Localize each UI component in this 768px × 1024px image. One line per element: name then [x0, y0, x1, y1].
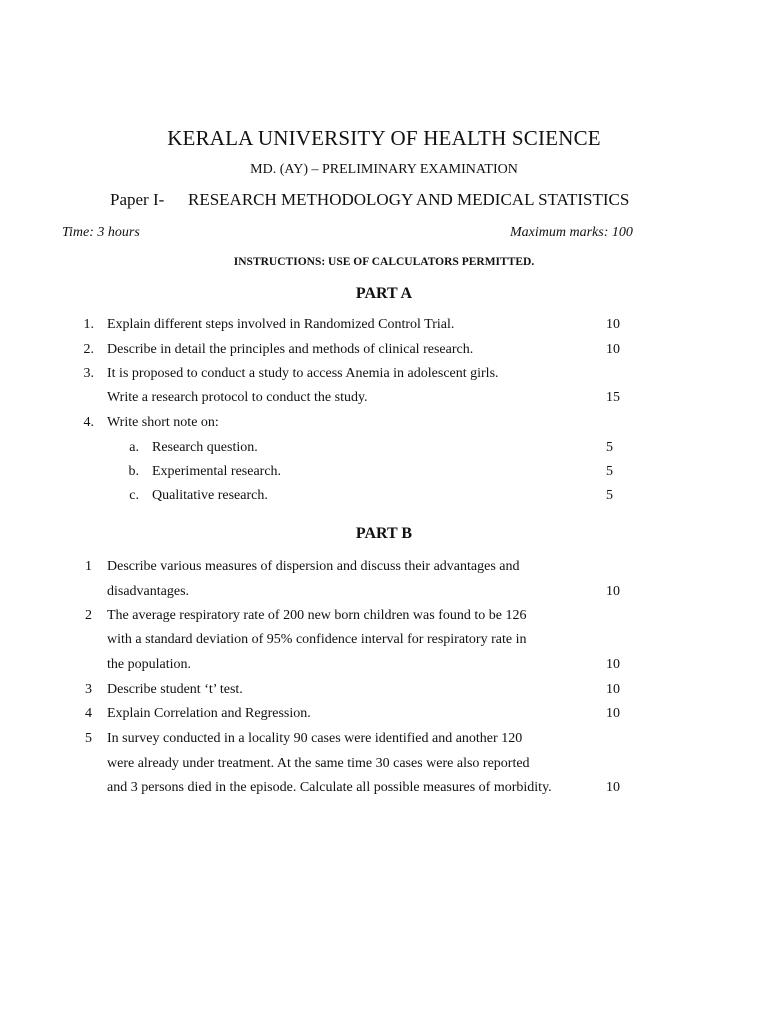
question-marks: 5 — [606, 488, 613, 503]
question-text: Explain different steps involved in Randomized Control Trial. — [107, 317, 455, 332]
question-row — [0, 608, 768, 628]
question-marks: 10 — [606, 657, 620, 672]
sub-question-text: Experimental research. — [152, 464, 282, 479]
question-text: In survey conducted in a locality 90 cases were identified and another 120 — [107, 731, 523, 746]
question-marks: 10 — [606, 342, 620, 357]
question-text: were already under treatment. At the same time 30 cases were also reported — [107, 756, 530, 771]
question-row — [0, 780, 768, 800]
maximum-marks: Maximum marks: 100 — [510, 225, 633, 240]
question-text: Describe various measures of dispersion and discuss their advantages and — [107, 559, 520, 574]
question-row — [0, 632, 768, 652]
question-text: Describe student ‘t’ test. — [107, 682, 243, 697]
question-row — [0, 584, 768, 604]
question-number: 3 — [85, 682, 92, 697]
university-title: KERALA UNIVERSITY OF HEALTH SCIENCE — [167, 126, 601, 150]
sub-question-text: Research question. — [152, 440, 258, 455]
question-number: 1 — [85, 559, 92, 574]
instructions: INSTRUCTIONS: USE OF CALCULATORS PERMITTED. — [233, 256, 535, 268]
sub-question-row — [0, 488, 768, 508]
time-allowed: Time: 3 hours — [62, 225, 140, 240]
sub-question-letter: a. — [129, 440, 139, 455]
question-row — [0, 415, 768, 435]
sub-question-row — [0, 464, 768, 484]
question-number: 4. — [83, 415, 94, 430]
paper-number: Paper I- — [110, 190, 165, 209]
question-row — [0, 317, 768, 337]
sub-question-text: Qualitative research. — [152, 488, 268, 503]
question-text: with a standard deviation of 95% confidence interval for respiratory rate in — [107, 632, 527, 647]
part-b-heading: PART B — [355, 525, 413, 542]
question-row — [0, 657, 768, 677]
question-marks: 10 — [606, 780, 620, 795]
question-row — [0, 342, 768, 362]
question-number: 2. — [83, 342, 94, 357]
exam-title: MD. (AY) – PRELIMINARY EXAMINATION — [250, 162, 518, 177]
question-text: Write short note on: — [107, 415, 219, 430]
question-marks: 10 — [606, 317, 620, 332]
question-row — [0, 731, 768, 751]
question-text: The average respiratory rate of 200 new born children was found to be 126 — [107, 608, 527, 623]
question-marks: 10 — [606, 682, 620, 697]
question-text: and 3 persons died in the episode. Calculate all possible measures of morbidity. — [107, 780, 552, 795]
question-row — [0, 682, 768, 702]
question-text: the population. — [107, 657, 191, 672]
question-row — [0, 390, 768, 410]
question-marks: 5 — [606, 440, 613, 455]
question-row — [0, 559, 768, 579]
paper-heading — [110, 190, 629, 210]
question-marks: 10 — [606, 584, 620, 599]
part-a-heading: PART A — [355, 285, 413, 302]
sub-question-letter: b. — [128, 464, 139, 479]
question-marks: 10 — [606, 706, 620, 721]
question-row — [0, 366, 768, 386]
paper-title: RESEARCH METHODOLOGY AND MEDICAL STATISTICS — [188, 190, 630, 209]
question-number: 1. — [83, 317, 94, 332]
question-number: 4 — [85, 706, 92, 721]
question-text: It is proposed to conduct a study to access Anemia in adolescent girls. — [107, 366, 499, 381]
question-row — [0, 706, 768, 726]
question-number: 2 — [85, 608, 92, 623]
question-text: Describe in detail the principles and methods of clinical research. — [107, 342, 474, 357]
question-text: Explain Correlation and Regression. — [107, 706, 311, 721]
sub-question-letter: c. — [129, 488, 139, 503]
question-marks: 5 — [606, 464, 613, 479]
question-text: disadvantages. — [107, 584, 190, 599]
sub-question-row — [0, 440, 768, 460]
question-marks: 15 — [606, 390, 620, 405]
question-row — [0, 756, 768, 776]
question-number: 5 — [85, 731, 92, 746]
question-number: 3. — [83, 366, 94, 381]
question-text: Write a research protocol to conduct the study. — [107, 390, 368, 405]
